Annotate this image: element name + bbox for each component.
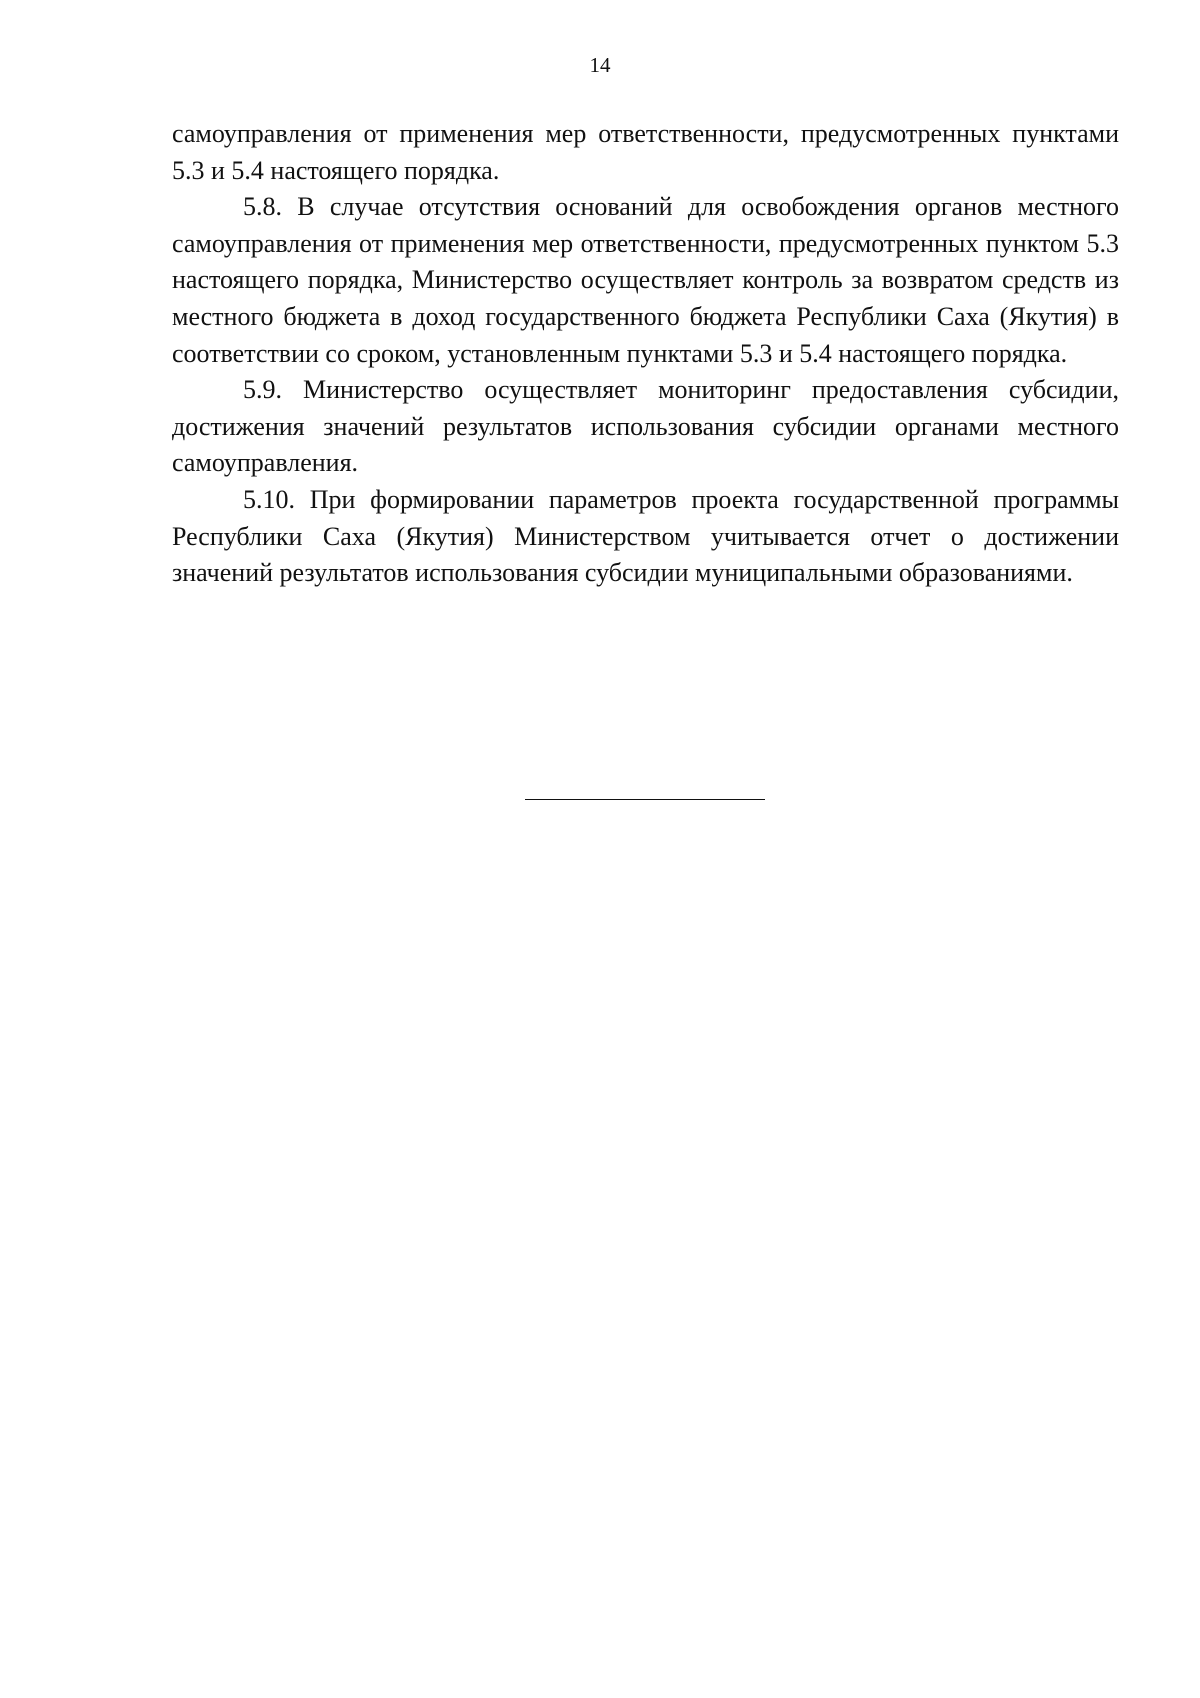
paragraph-continuation: самоуправления от применения мер ответственности, предусмотренных пунктами 5.3 и 5.4 настоящего порядка.	[172, 119, 1119, 185]
page-number: 14	[589, 53, 611, 77]
paragraph-clause-5-10: 5.10. При формировании параметров проекта государственной программы Республики Саха (Якутия) Министерством учитывается отчет о достижении значений результатов использования субсидии муниципальными образованиями.	[172, 484, 1119, 588]
end-of-document-rule	[525, 799, 765, 800]
paragraph-clause-5-9: 5.9. Министерство осуществляет мониторинг предоставления субсидии, достижения значений результатов использования субсидии органами местного самоуправления.	[172, 375, 1119, 478]
paragraph-clause-5-8: 5.8. В случае отсутствия оснований для освобождения органов местного самоуправления от применения мер ответственности, предусмотренных пунктом 5.3 настоящего порядка, Министерство осуществляет контроль за возвратом средств из местного бюджета в доход государственного бюджета Республики Саха (Якутия) в соответствии со сроком, установленным пунктами 5.3 и 5.4 настоящего порядка.	[172, 192, 1119, 368]
document-body	[172, 116, 1119, 592]
